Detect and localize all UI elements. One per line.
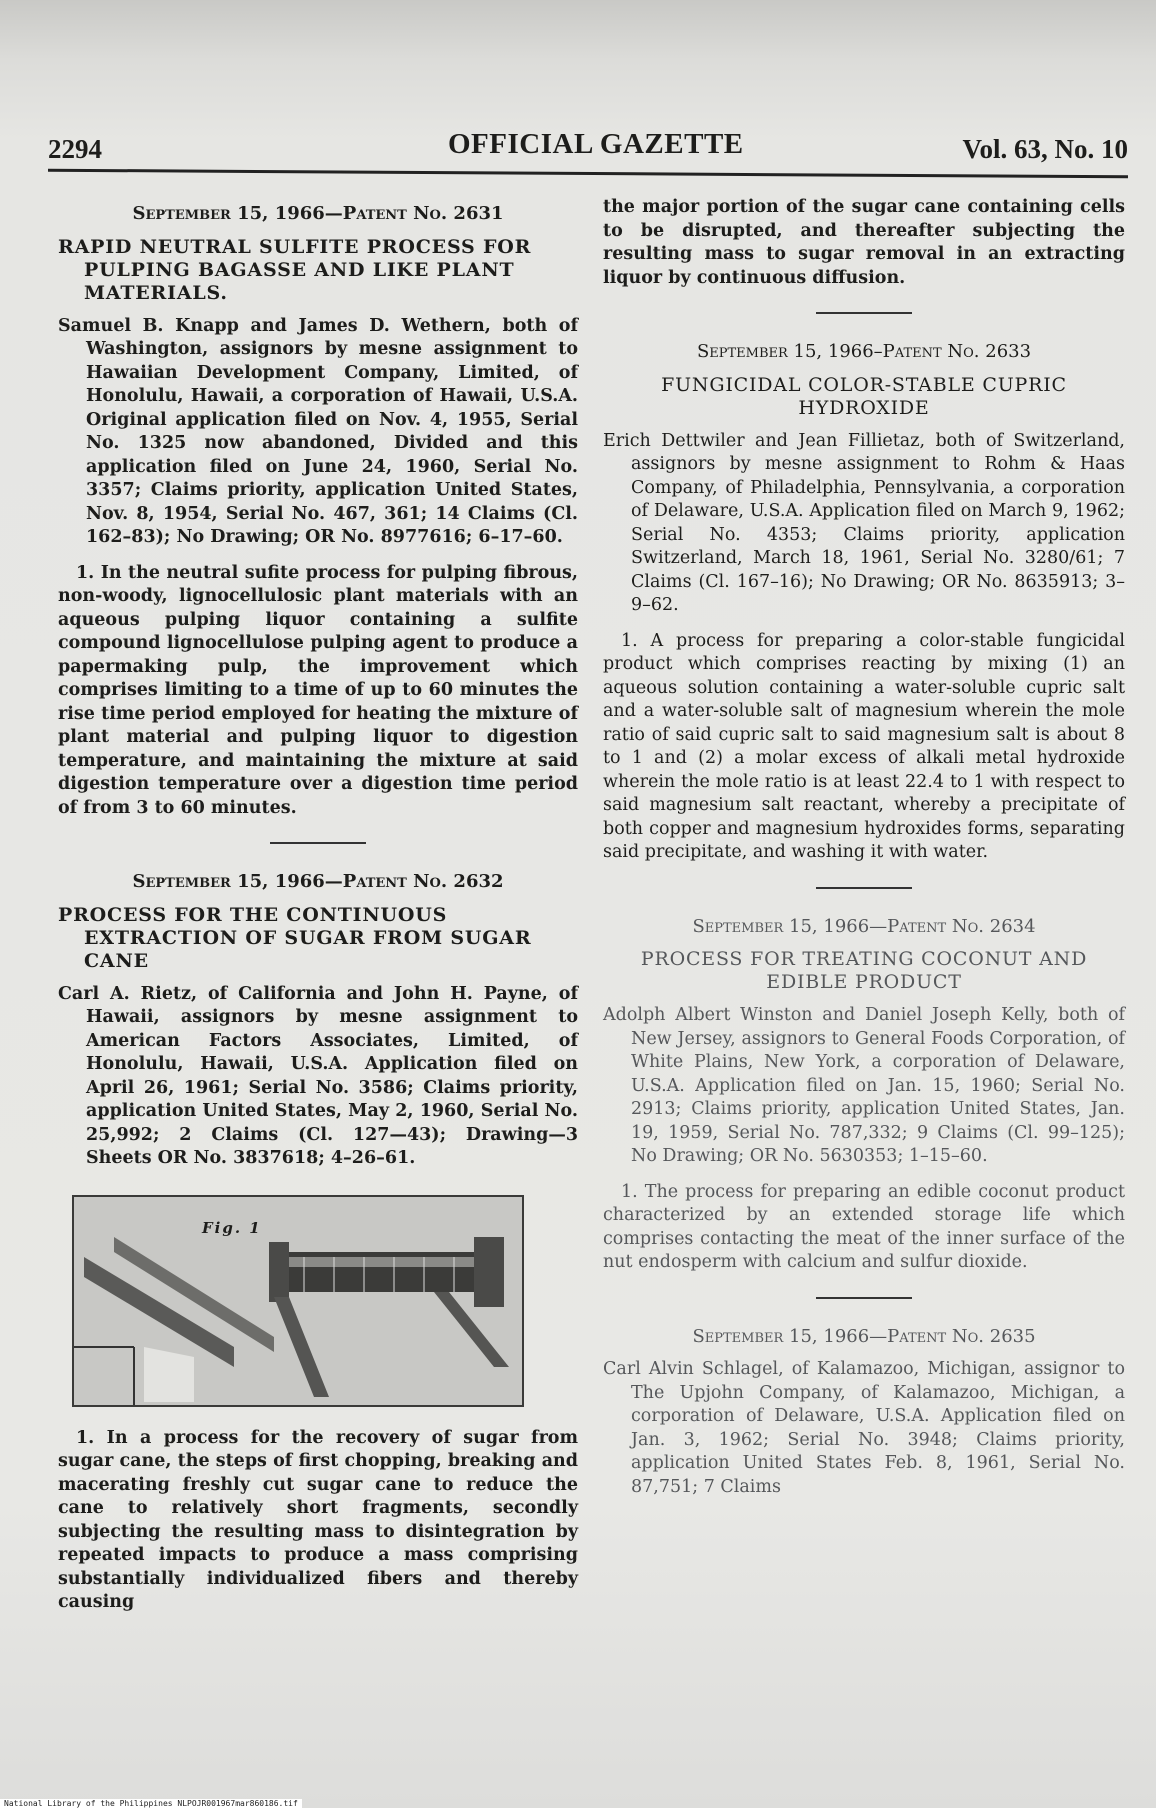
patent-2632-claim-continued: the major portion of the sugar cane containing cells to be disrupted, and thereafter subjecting the resulting mass to sugar removal in an extracting liquor by continuous diffusion. (603, 197, 1125, 288)
patent-2632-claim: 1. In a process for the recovery of sugar from sugar cane, the steps of first chopping, breaking and macerating freshly cut sugar cane to reduce the cane to relatively short fragments, secondly subjecting the resulting mass to disintegration by repeated impacts to produce a mass comprising substantially individualized fibers and thereby causing (58, 1427, 578, 1612)
patent-2633-date: September 15, 1966–Patent No. 2633 (696, 341, 1032, 362)
patent-2632-figure (72, 1195, 524, 1407)
left-column (58, 196, 578, 1627)
page-number: 2294 (48, 134, 102, 164)
patent-2631-assignees: Samuel B. Knapp and James D. Wethern, both of Washington, assignors by mesne assignment to Hawaiian Development Company, Limited, of Honolulu, Hawaii, a corporation of Hawaii, U.S.A. Original application filed on Nov. 4, 1955, Serial No. 1325 now abandoned, Divided and this application filed on June 24, 1960, Serial No. 3357; Claims priority, application United States, Nov. 8, 1954, Serial No. 467, 361; 14 Claims (Cl. 162–83); No Drawing; OR No. 8977616; 6–17–60. (58, 315, 578, 547)
publication-title: OFFICIAL GAZETTE (448, 128, 744, 160)
patent-2635-assignees: Carl Alvin Schlagel, of Kalamazoo, Michigan, assignor to The Upjohn Company, of Kalamazoo, Michigan, a corporation of Delaware, U.S.A. Application filed on Jan. 3, 1962; Serial No. 3948; Claims priority, application United States Feb. 8, 1961, Serial No. 87,751; 7 Claims (603, 1359, 1125, 1497)
patent-2633-claim: 1. A process for preparing a color-stable fungicidal product which comprises reacting by mixing (1) an aqueous solution containing a water-soluble cupric salt and a water-soluble salt of magnesium wherein the mole ratio of said cupric salt to said magnesium salt is about 8 to 1 and (2) a molar excess of alkali metal hydroxide wherein the mole ratio is at least 22.4 to 1 with respect to said magnesium salt reactant, whereby a precipitate of both copper and magnesium hydroxides forms, separating said precipitate, and washing it with water. (603, 630, 1125, 862)
patent-2633-assignees: Erich Dettwiler and Jean Fillietaz, both of Switzerland, assignors by mesne assignment to Rohm & Haas Company, of Philadelphia, Pennsylvania, a corporation of Delaware, U.S.A. Application filed on March 9, 1962; Serial No. 4353; Claims priority, application Switzerland, March 18, 1961, Serial No. 3280/61; 7 Claims (Cl. 167–16); No Drawing; OR No. 8635913; 3–9–62. (603, 430, 1125, 615)
patent-2631-claim: 1. In the neutral sufite process for pulping fibrous, non-woody, lignocellulosic plant materials with an aqueous pulping liquor containing a sulfite compound lignocellulose pulping agent to produce a papermaking pulp, the improvement which comprises limiting to a time of up to 60 minutes the rise time period employed for heating the mixture of plant material and pulping liquor to digestion temperature, and maintaining the mixture at said digestion temperature over a digestion time period of from 3 to 60 minutes. (58, 562, 578, 818)
cane-diffuser-drawing (74, 1197, 522, 1405)
patent-2635-date: September 15, 1966—Patent No. 2635 (692, 1325, 1036, 1347)
divider (816, 312, 912, 314)
patent-2631-date: September 15, 1966—Patent No. 2631 (132, 203, 504, 224)
volume-number: Vol. 63, No. 10 (962, 134, 1128, 164)
header-rule (48, 169, 1128, 179)
divider (816, 887, 912, 889)
patent-2634-title: PROCESS FOR TREATING COCONUT AND EDIBLE PRODUCT (640, 948, 1088, 993)
patent-2632-title: PROCESS FOR THE CONTINUOUS EXTRACTION OF SUGAR FROM SUGAR CANE (58, 903, 532, 972)
page-header (48, 128, 1128, 168)
right-column (603, 196, 1125, 1511)
patent-2632-assignees: Carl A. Rietz, of California and John H. Payne, of Hawaii, assignors by mesne assignment to American Factors Associates, Limited, of Honolulu, Hawaii, U.S.A. Application filed on April 26, 1961; Serial No. 3586; Claims priority, application United States, May 2, 1960, Serial No. 25,992; 2 Claims (Cl. 127—43); Drawing—3 Sheets OR No. 3837618; 4–26–61. (58, 983, 578, 1168)
divider (816, 1297, 912, 1299)
patent-2632-date: September 15, 1966—Patent No. 2632 (132, 871, 504, 892)
divider (270, 842, 366, 844)
patent-2631-title: RAPID NEUTRAL SULFITE PROCESS FOR PULPING BAGASSE AND LIKE PLANT MATERIALS. (58, 235, 532, 304)
scan-footer: National Library of the Philippines NLPOJR001967mar860186.tif (0, 1799, 302, 1808)
patent-2634-assignees: Adolph Albert Winston and Daniel Joseph Kelly, both of New Jersey, assignors to General Foods Corporation, of White Plains, New York, a corporation of Delaware, U.S.A. Application filed on Jan. 15, 1960; Serial No. 2913; Claims priority, application United States, Jan. 19, 1959, Serial No. 787,332; 9 Claims (Cl. 99–125); No Drawing; OR No. 5630353; 1–15–60. (603, 1005, 1125, 1166)
patent-2633-title: FUNGICIDAL COLOR-STABLE CUPRIC HYDROXIDE (661, 373, 1067, 419)
figure-label: Fig. 1 (202, 1218, 262, 1237)
patent-2634-date: September 15, 1966—Patent No. 2634 (692, 915, 1036, 937)
patent-2634-claim: 1. The process for preparing an edible coconut product characterized by an extended storage life which comprises contacting the meat of the inner surface of the nut endosperm with calcium and sulfur dioxide. (603, 1181, 1125, 1272)
